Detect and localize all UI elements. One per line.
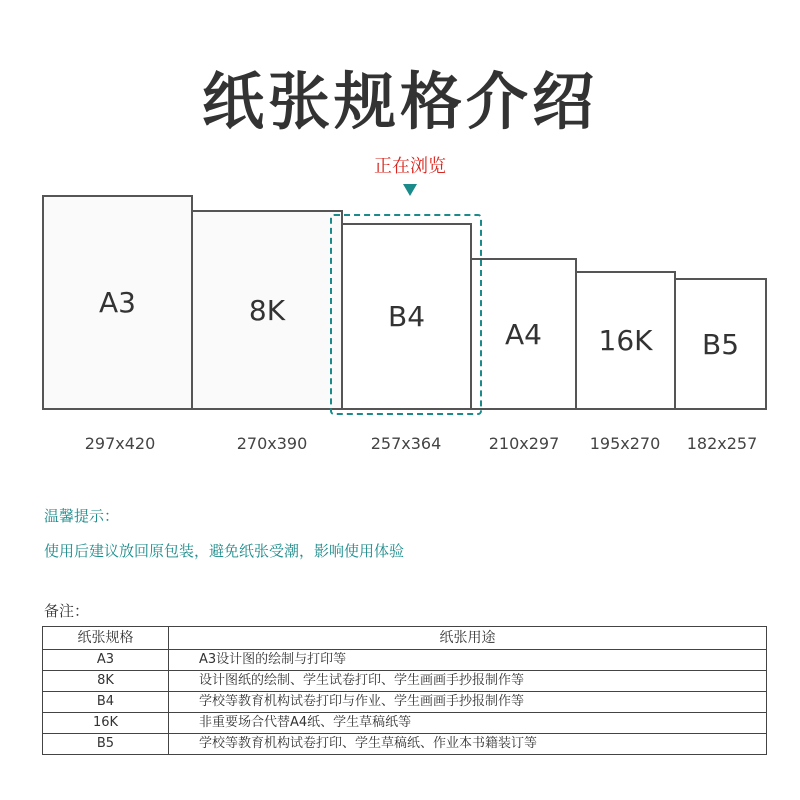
notes-label: 备注： <box>44 602 90 620</box>
cell-size: A3 <box>43 650 169 671</box>
paper-label: B5 <box>701 327 740 361</box>
paper-dimensions: 270x390 <box>236 434 308 453</box>
cell-usage: 设计图纸的绘制、学生试卷打印、学生画画手抄报制作等 <box>169 671 767 692</box>
paper-dimensions: 182x257 <box>686 434 758 453</box>
cell-usage: A3设计图的绘制与打印等 <box>169 650 767 671</box>
currently-browsing-label: 正在浏览 <box>374 156 446 177</box>
cell-size: 16K <box>43 713 169 734</box>
cell-size: B5 <box>43 734 169 755</box>
paper-label: 8K <box>248 293 286 327</box>
cell-usage: 学校等教育机构试卷打印、学生草稿纸、作业本书籍装订等 <box>169 734 767 755</box>
paper-label: 16K <box>598 324 653 357</box>
paper-label: B4 <box>387 300 426 333</box>
table-row <box>43 650 767 671</box>
cell-usage: 非重要场合代替A4纸、学生草稿纸等 <box>169 713 767 734</box>
table-row <box>43 734 767 755</box>
table-row <box>43 692 767 713</box>
down-arrow-icon <box>403 184 417 196</box>
paper-b5 <box>674 278 767 410</box>
paper-8k <box>191 210 343 410</box>
tip-title: 温馨提示： <box>44 507 120 525</box>
table-row <box>43 671 767 692</box>
table-header-row <box>43 627 767 650</box>
paper-usage-table <box>42 626 767 755</box>
paper-a3 <box>42 195 193 410</box>
page-title: 纸张规格介绍 <box>201 65 598 138</box>
paper-label: A4 <box>505 317 542 351</box>
paper-dimensions: 210x297 <box>488 434 560 453</box>
paper-a4 <box>470 258 577 410</box>
column-header-usage: 纸张用途 <box>169 627 767 650</box>
paper-dimensions: 195x270 <box>589 434 661 453</box>
cell-usage: 学校等教育机构试卷打印与作业、学生画画手抄报制作等 <box>169 692 767 713</box>
cell-size: 8K <box>43 671 169 692</box>
column-header-size: 纸张规格 <box>43 627 169 650</box>
paper-dimensions: 297x420 <box>84 434 156 453</box>
cell-size: B4 <box>43 692 169 713</box>
paper-16k <box>575 271 676 410</box>
paper-dimensions: 257x364 <box>370 434 442 453</box>
tip-body: 使用后建议放回原包装，避免纸张受潮，影响使用体验 <box>44 542 405 560</box>
table-row <box>43 713 767 734</box>
paper-label: A3 <box>99 286 136 319</box>
current-selection-frame <box>330 214 482 415</box>
